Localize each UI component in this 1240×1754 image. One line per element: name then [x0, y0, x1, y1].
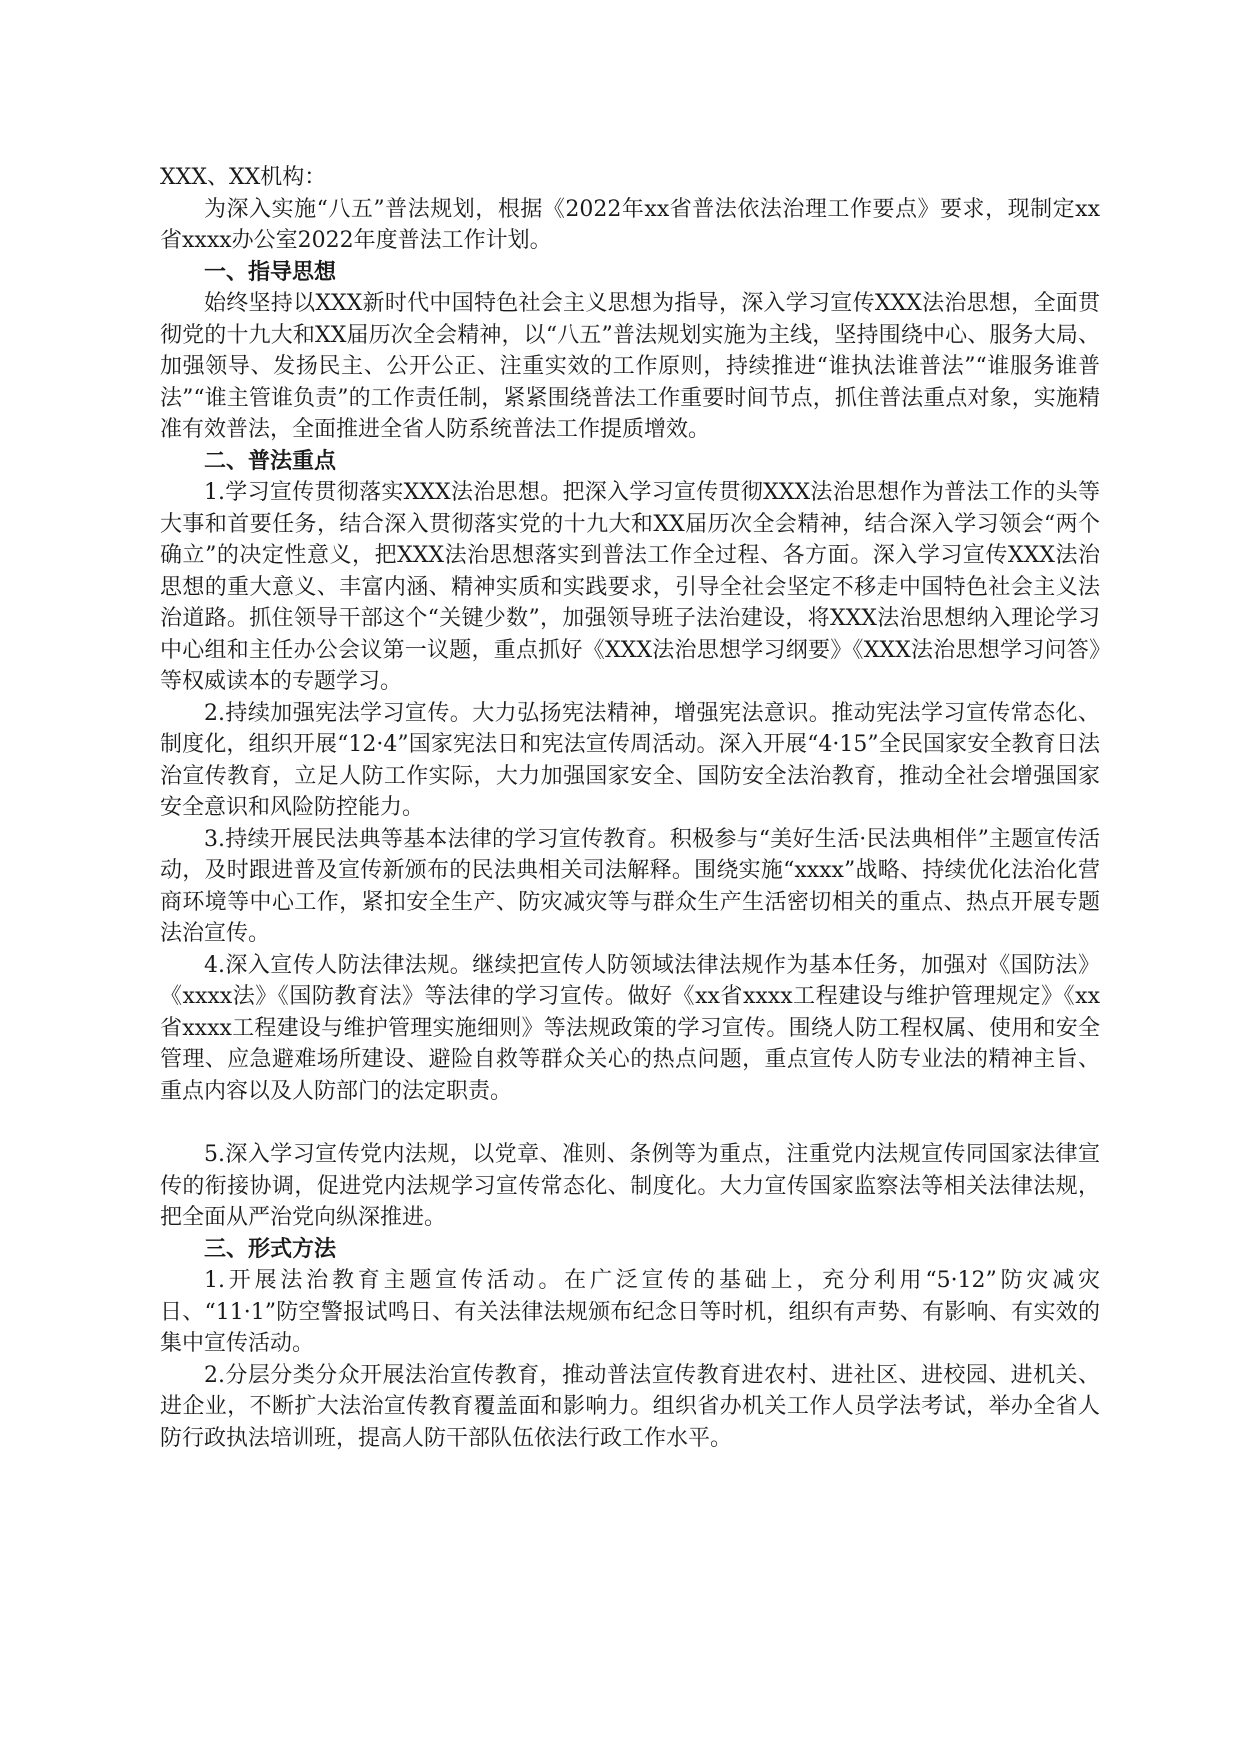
method-item-2: 2.分层分类分众开展法治宣传教育，推动普法宣传教育进农村、进社区、进校园、进机关、进企业，不断扩大法治宣传教育覆盖面和影响力。组织省办机关工作人员学法考试，举办全省人防行政执法培训班，提高人防干部队伍依法行政工作水平。: [160, 1362, 1100, 1451]
intro-paragraph: 为深入实施“八五”普法规划，根据《2022年xx省普法依法治理工作要点》要求，现制定xx省xxxx办公室2022年度普法工作计划。: [160, 196, 1100, 253]
paragraph-spacer: [160, 1107, 1100, 1139]
key-point-item-2: 2.持续加强宪法学习宣传。大力弘扬宪法精神，增强宪法意识。推动宪法学习宣传常态化、制度化，组织开展“12·4”国家宪法日和宪法宣传周活动。深入开展“4·15”全民国家安全教育日法治宣传教育，立足人防工作实际，大力加强国家安全、国防安全法治教育，推动全社会增强国家安全意识和风险防控能力。: [160, 700, 1100, 820]
section-heading-guiding-ideology: 一、指导思想: [204, 258, 337, 285]
key-point-item-5: 5.深入学习宣传党内法规，以党章、准则、条例等为重点，注重党内法规宣传同国家法律宣传的衔接协调，促进党内法规学习宣传常态化、制度化。大力宣传国家监察法等相关法律法规，把全面从严治党向纵深推进。: [160, 1142, 1100, 1230]
salutation: XXX、XX机构：: [160, 165, 327, 190]
key-point-item-4: 4.深入宣传人防法律法规。继续把宣传人防领域法律法规作为基本任务，加强对《国防法》《xxxx法》《国防教育法》等法律的学习宣传。做好《xx省xxxx工程建设与维护管理规定》《xx省xxxx工程建设与维护管理实施细则》等法规政策的学习宣传。围绕人防工程权属、使用和安全管理、应急避难场所建设、避险自救等群众关心的热点问题，重点宣传人防专业法的精神主旨、重点内容以及人防部门的法定职责。: [160, 952, 1100, 1104]
method-item-1: 1.开展法治教育主题宣传活动。在广泛宣传的基础上，充分利用“5·12”防灾减灾日、“11·1”防空警报试鸣日、有关法律法规颁布纪念日等时机，组织有声势、有影响、有实效的集中宣传活动。: [160, 1268, 1100, 1356]
guiding-ideology-paragraph: 始终坚持以XXX新时代中国特色社会主义思想为指导，深入学习宣传XXX法治思想，全面贯彻党的十九大和XX届历次全会精神，以“八五”普法规划实施为主线，坚持围绕中心、服务大局、加强领导、发扬民主、公开公正、注重实效的工作原则，持续推进“谁执法谁普法”“谁服务谁普法”“谁主管谁负责”的工作责任制，紧紧围绕普法工作重要时间节点，抓住普法重点对象，实施精准有效普法，全面推进全省人防系统普法工作提质增效。: [160, 291, 1100, 442]
section-heading-key-points: 二、普法重点: [204, 447, 337, 474]
key-point-item-3: 3.持续开展民法典等基本法律的学习宣传教育。积极参与“美好生活·民法典相伴”主题宣传活动，及时跟进普及宣传新颁布的民法典相关司法解释。围绕实施“xxxx”战略、持续优化法治化营商环境等中心工作，紧扣安全生产、防灾减灾等与群众生产生活密切相关的重点、热点开展专题法治宣传。: [160, 826, 1100, 946]
section-heading-methods: 三、形式方法: [204, 1235, 337, 1262]
key-point-item-1: 1.学习宣传贯彻落实XXX法治思想。把深入学习宣传贯彻XXX法治思想作为普法工作的头等大事和首要任务，结合深入贯彻落实党的十九大和XX届历次全会精神，结合深入学习领会“两个确立”的决定性意义，把XXX法治思想落实到普法工作全过程、各方面。深入学习宣传XXX法治思想的重大意义、丰富内涵、精神实质和实践要求，引导全社会坚定不移走中国特色社会主义法治道路。抓住领导干部这个“关键少数”，加强领导班子法治建设，将XXX法治思想纳入理论学习中心组和主任办公会议第一议题，重点抓好《XXX法治思想学习纲要》《XXX法治思想学习问答》等权威读本的专题学习。: [160, 480, 1100, 694]
document-body: [160, 162, 1100, 1454]
